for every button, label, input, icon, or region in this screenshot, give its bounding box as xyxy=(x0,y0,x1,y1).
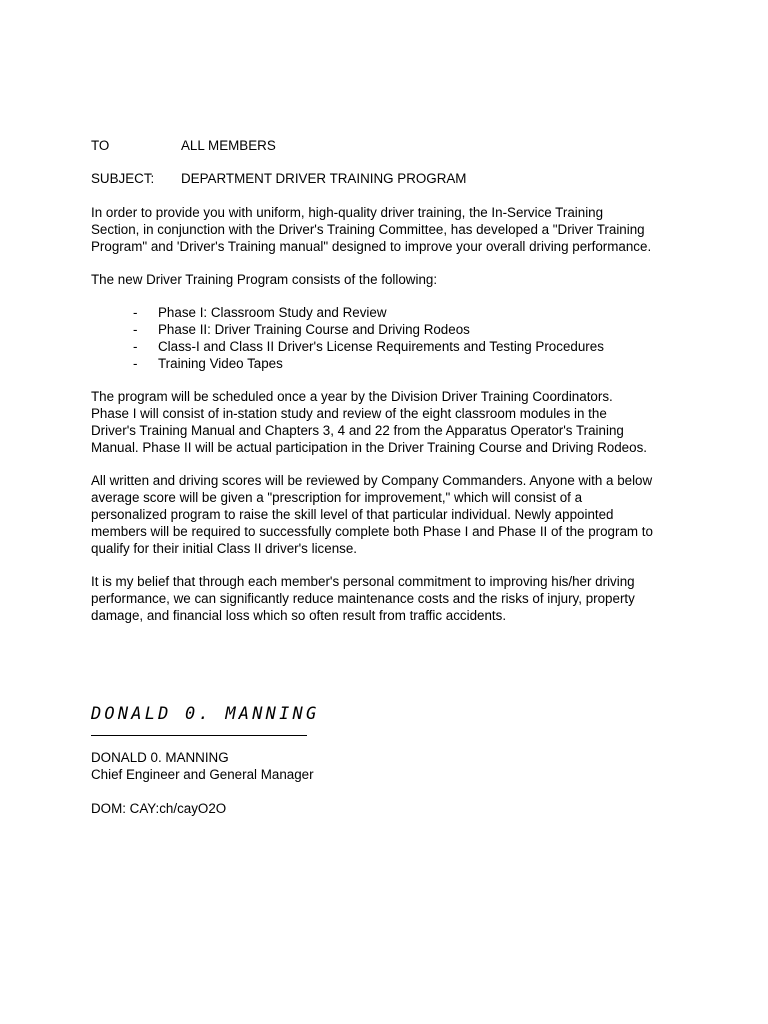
text-line: It is my belief that through each member's personal commitment to improving his/her driving xyxy=(91,574,635,589)
text-line: The new Driver Training Program consists of the following: xyxy=(91,272,438,287)
to-label: TO xyxy=(91,138,110,153)
text-line: Section, in conjunction with the Driver's Training Committee, has developed a "Driver Training xyxy=(91,222,645,237)
text-line: average score will be given a "prescription for improvement," which will consist of a xyxy=(91,490,583,505)
list-item-label: Training Video Tapes xyxy=(158,356,283,371)
reference-initials xyxy=(91,800,691,817)
list-item-label: Phase II: Driver Training Course and Driving Rodeos xyxy=(158,322,470,337)
text-line: Manual. Phase II will be actual participation in the Driver Training Course and Driving Rodeos. xyxy=(91,440,647,455)
dash-bullet: - xyxy=(133,356,138,371)
to-line xyxy=(91,137,276,154)
text-line: personalized program to raise the skill level of that particular individual. Newly appointed xyxy=(91,507,614,522)
scores-paragraph xyxy=(91,472,691,557)
text-line: The program will be scheduled once a year by the Division Driver Training Coordinators. xyxy=(91,389,613,404)
text-line: damage, and financial loss which so often result from traffic accidents. xyxy=(91,608,507,623)
program-components-list xyxy=(133,304,693,372)
text-line: Program" and 'Driver's Training manual" designed to improve your overall driving performance. xyxy=(91,239,652,254)
reference-line: DOM: CAY:ch/cayO2O xyxy=(91,801,227,816)
intro-paragraph xyxy=(91,204,691,255)
signature-line xyxy=(91,735,307,736)
subject-value: DEPARTMENT DRIVER TRAINING PROGRAM xyxy=(181,171,467,186)
signer-name: DONALD 0. MANNING xyxy=(91,750,229,765)
signer-title: Chief Engineer and General Manager xyxy=(91,767,314,782)
list-intro-paragraph xyxy=(91,271,691,288)
text-line: qualify for their initial Class II driver's license. xyxy=(91,541,358,556)
text-line: performance, we can significantly reduce maintenance costs and the risks of injury, property xyxy=(91,591,635,606)
subject-label: SUBJECT: xyxy=(91,171,155,186)
list-item xyxy=(133,338,693,355)
list-item-label: Phase I: Classroom Study and Review xyxy=(158,305,387,320)
dash-bullet: - xyxy=(133,322,138,337)
subject-line xyxy=(91,170,466,187)
text-line: Driver's Training Manual and Chapters 3, 4 and 22 from the Apparatus Operator's Training xyxy=(91,423,624,438)
text-line: In order to provide you with uniform, high-quality driver training, the In-Service Training xyxy=(91,205,604,220)
signature-block xyxy=(91,749,691,783)
list-item-label: Class-I and Class II Driver's License Requirements and Testing Procedures xyxy=(158,339,604,354)
list-item xyxy=(133,304,693,321)
text-line: members will be required to successfully complete both Phase I and Phase II of the program to xyxy=(91,524,653,539)
text-line: Phase I will consist of in-station study and review of the eight classroom modules in the xyxy=(91,406,607,421)
belief-paragraph xyxy=(91,573,691,624)
list-item xyxy=(133,355,693,372)
text-line: All written and driving scores will be reviewed by Company Commanders. Anyone with a below xyxy=(91,473,653,488)
list-item xyxy=(133,321,693,338)
schedule-paragraph xyxy=(91,388,691,456)
dash-bullet: - xyxy=(133,305,138,320)
dash-bullet: - xyxy=(133,339,138,354)
handwritten-signature: DONALD 0. MANNING xyxy=(91,704,320,724)
to-value: ALL MEMBERS xyxy=(181,138,276,153)
